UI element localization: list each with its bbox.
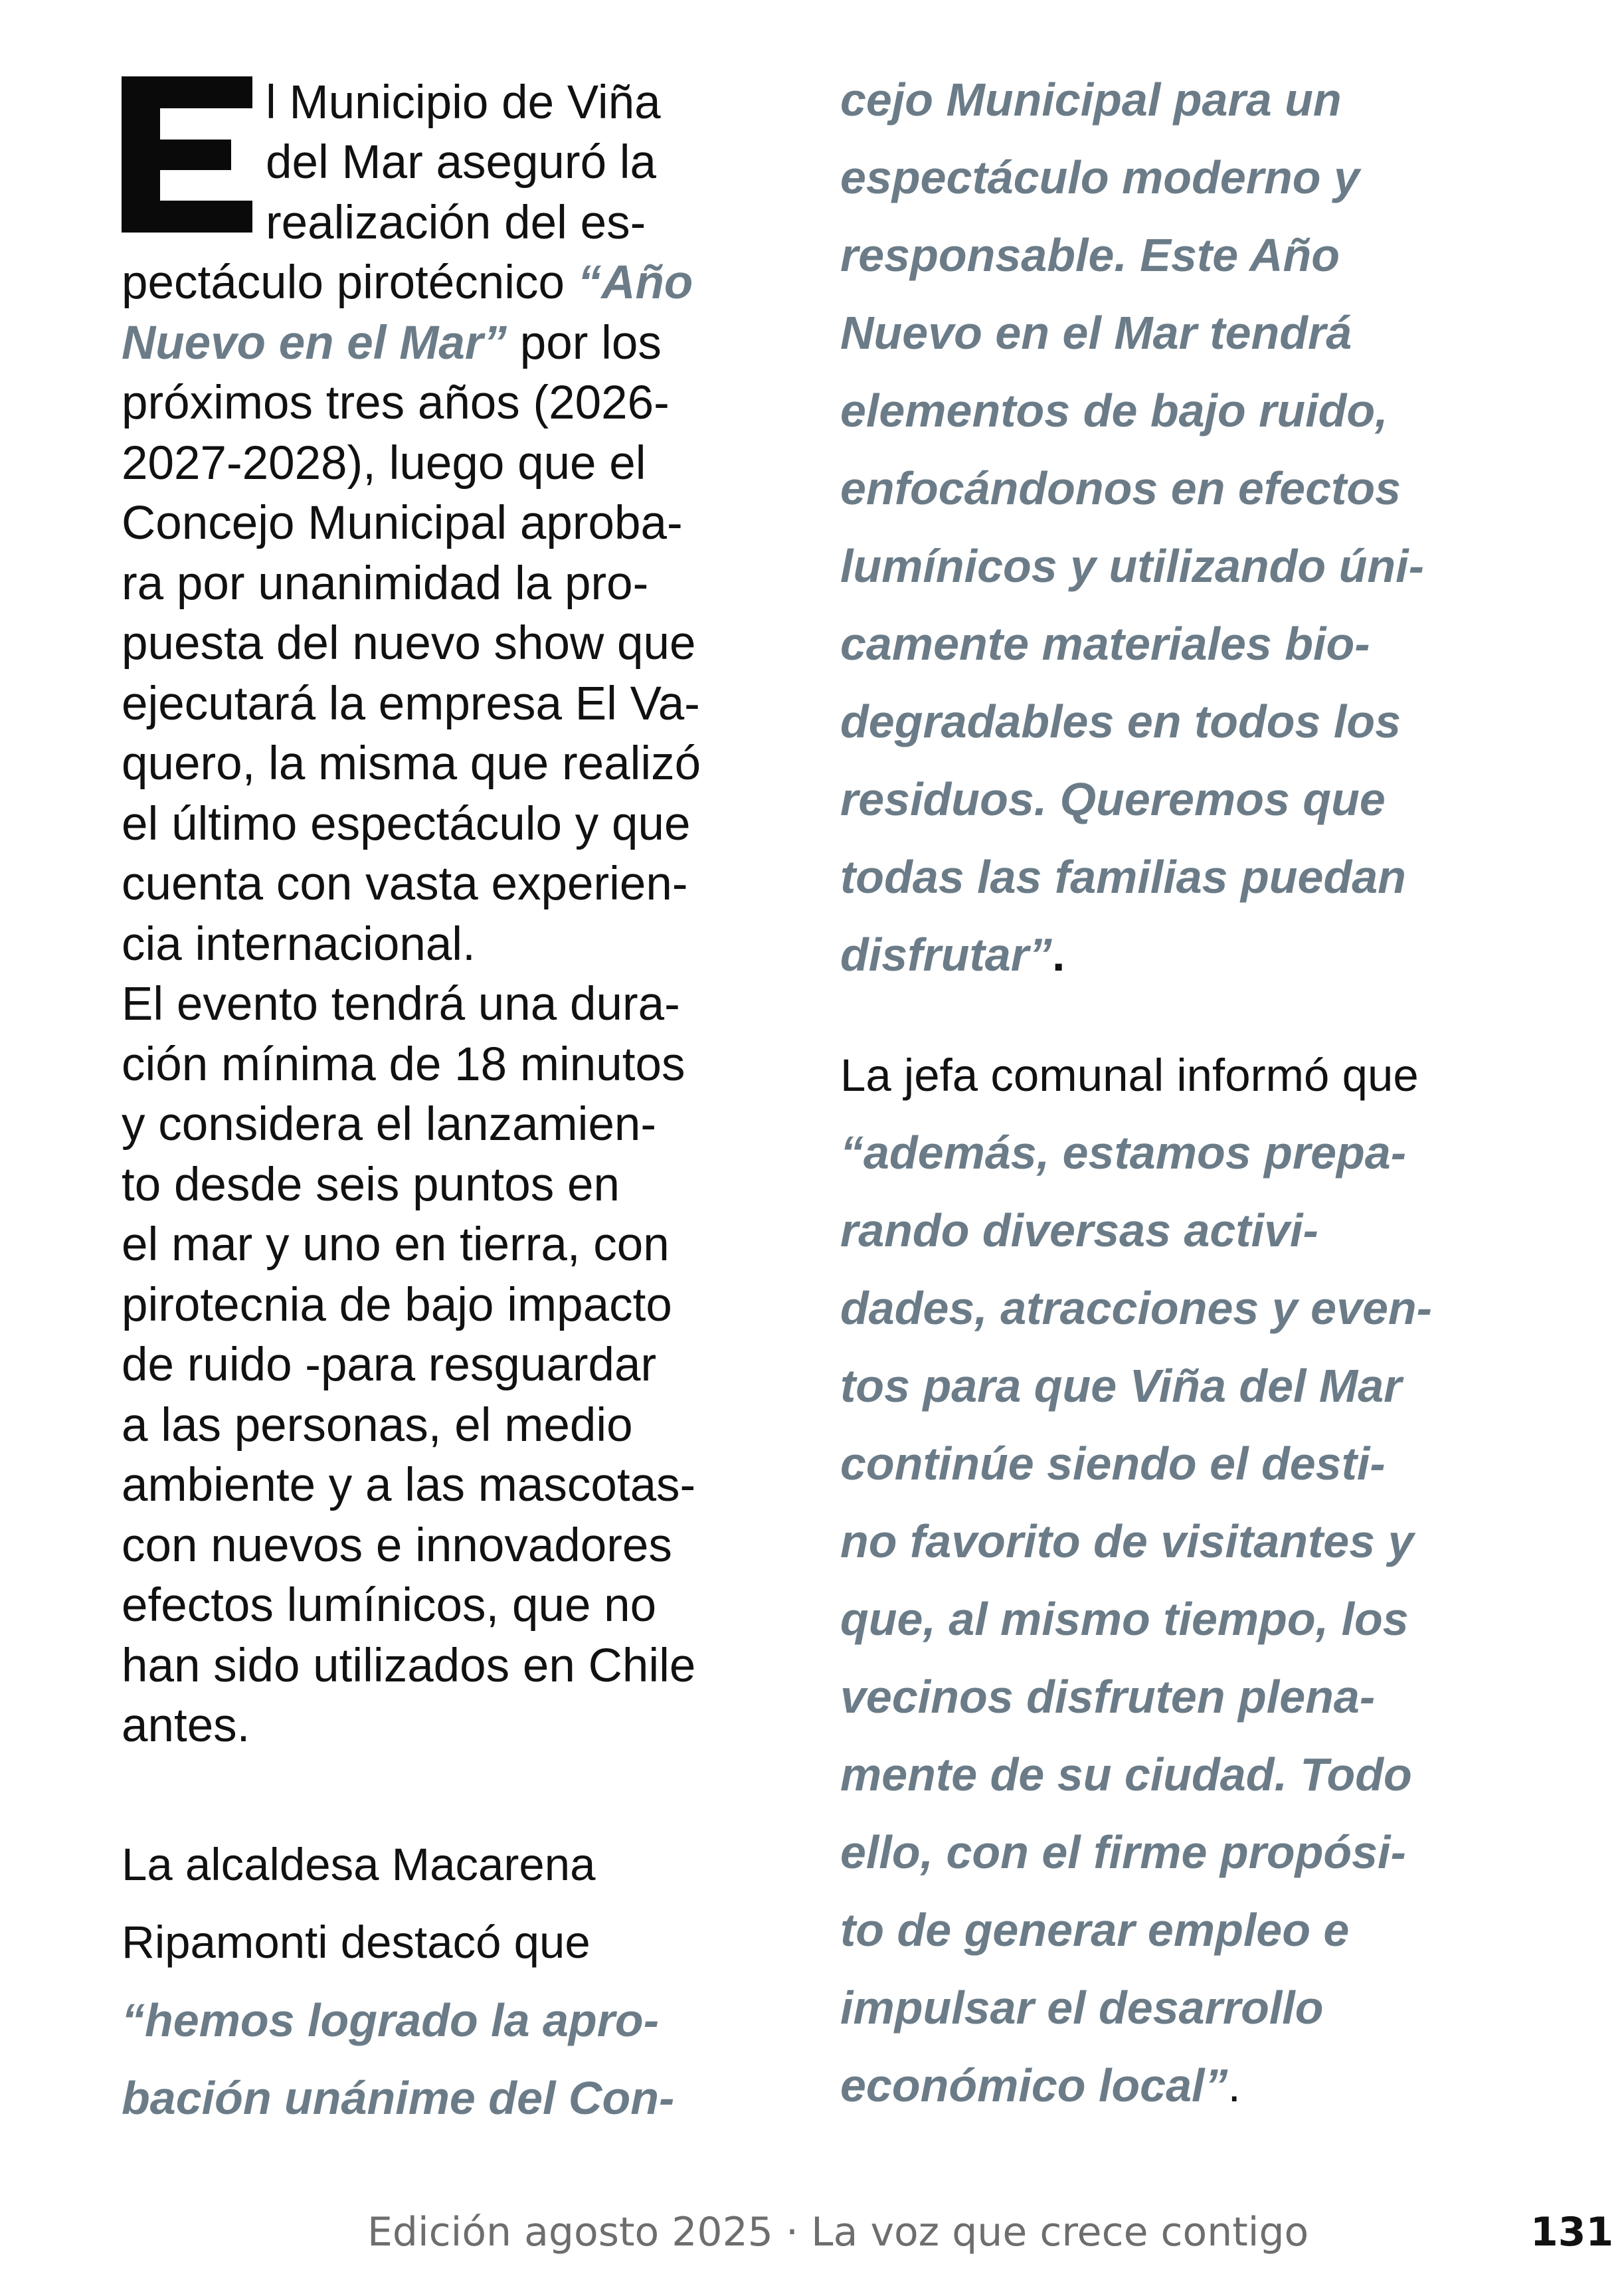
quote-highlight: Nuevo en el Mar”: [122, 317, 507, 369]
body-text-line: Concejo Municipal aproba-: [122, 497, 683, 549]
body-text-line: ra por unanimidad la pro-: [122, 557, 649, 610]
quote-text: disfrutar”: [840, 929, 1052, 981]
body-text-line: efectos lumínicos, que no: [122, 1579, 657, 1632]
body-text-line: realización del es-: [266, 197, 646, 249]
quote-line: enfocándonos en efectos: [840, 462, 1401, 514]
body-text: pectáculo pirotécnico: [122, 256, 578, 309]
body-text-line: el último espectáculo y que: [122, 798, 691, 850]
quote-line: Nuevo en el Mar tendrá: [840, 307, 1352, 359]
quote-line: responsable. Este Año: [840, 229, 1340, 281]
body-text-line: ción mínima de 18 minutos: [122, 1038, 685, 1091]
quote-line: impulsar el desarrollo: [840, 1982, 1324, 2034]
body-text-line: próximos tres años (2026-: [122, 377, 670, 429]
body-text-line: La alcaldesa Macarena: [122, 1839, 596, 1890]
quote-line: elementos de bajo ruido,: [840, 385, 1388, 436]
quote-line: dades, atracciones y even-: [840, 1282, 1432, 1334]
body-text-line: con nuevos e innovadores: [122, 1519, 672, 1572]
quote-line: bación unánime del Con-: [122, 2072, 675, 2124]
quote-line: to de generar empleo e: [840, 1904, 1350, 1956]
body-text-line: han sido utilizados en Chile: [122, 1640, 696, 1692]
quote-line: rando diversas activi-: [840, 1204, 1318, 1256]
quote-line: tos para que Viña del Mar: [840, 1360, 1402, 1412]
body-text-line: [122, 317, 662, 369]
quote-line: espectáculo moderno y: [840, 151, 1360, 203]
page-number: 131: [1530, 2209, 1614, 2255]
quote-line: todas las familias puedan: [840, 851, 1406, 903]
quote-line: [840, 929, 1065, 981]
body-text: por los: [507, 317, 662, 369]
body-text-line: 2027-2028), luego que el: [122, 437, 646, 490]
body-text-line: pirotecnia de bajo impacto: [122, 1279, 672, 1331]
quote-line: degradables en todos los: [840, 696, 1401, 747]
body-text-line: La jefa comunal informó que: [840, 1050, 1419, 1101]
quote-line: ello, con el firme propósi-: [840, 1826, 1406, 1878]
body-text-line: ambiente y a las mascotas-: [122, 1459, 696, 1511]
quote-line: “además, estamos prepa-: [840, 1127, 1407, 1179]
quote-line: continúe siendo el desti-: [840, 1438, 1386, 1489]
body-text-line: el mar y uno en tierra, con: [122, 1218, 670, 1271]
quote-line: camente materiales bio-: [840, 618, 1370, 670]
punctuation: .: [1051, 929, 1065, 981]
body-text-line: cuenta con vasta experien-: [122, 858, 688, 910]
drop-cap-letter: [122, 76, 252, 233]
body-text-line: ejecutará la empresa El Va-: [122, 678, 700, 730]
quote-line: vecinos disfruten plena-: [840, 1671, 1376, 1723]
body-text-line: de ruido -para resguardar: [122, 1339, 657, 1391]
quote-line: mente de su ciudad. Todo: [840, 1749, 1412, 1800]
quote-line: no favorito de visitantes y: [840, 1515, 1414, 1567]
quote-line: que, al mismo tiempo, los: [840, 1593, 1409, 1645]
body-text-line: El evento tendrá una dura-: [122, 978, 680, 1030]
quote-highlight: “Año: [577, 256, 693, 309]
body-text-line: l Municipio de Viña: [266, 76, 661, 129]
punctuation: .: [1227, 2059, 1241, 2111]
body-text-line: to desde seis puntos en: [122, 1159, 620, 1211]
body-text-line: quero, la misma que realizó: [122, 737, 701, 790]
quote-line: “hemos logrado la apro-: [122, 1994, 659, 2046]
quote-text: económico local”: [840, 2059, 1228, 2111]
body-text-line: puesta del nuevo show que: [122, 617, 696, 670]
body-text-line: y considera el lanzamien-: [122, 1098, 657, 1151]
body-text-line: cia internacional.: [122, 918, 476, 971]
footer-edition-text: Edición agosto 2025 · La voz que crece contigo: [367, 2209, 1309, 2255]
body-text-line: [122, 256, 693, 309]
body-text-line: antes.: [122, 1699, 250, 1752]
body-text-line: Ripamonti destacó que: [122, 1917, 590, 1968]
body-text-line: a las personas, el medio: [122, 1399, 633, 1452]
quote-line: [840, 2059, 1241, 2111]
quote-line: residuos. Queremos que: [840, 773, 1386, 825]
quote-line: cejo Municipal para un: [840, 74, 1342, 126]
body-text-line: del Mar aseguró la: [266, 136, 657, 189]
quote-line: lumínicos y utilizando úni-: [840, 540, 1424, 592]
